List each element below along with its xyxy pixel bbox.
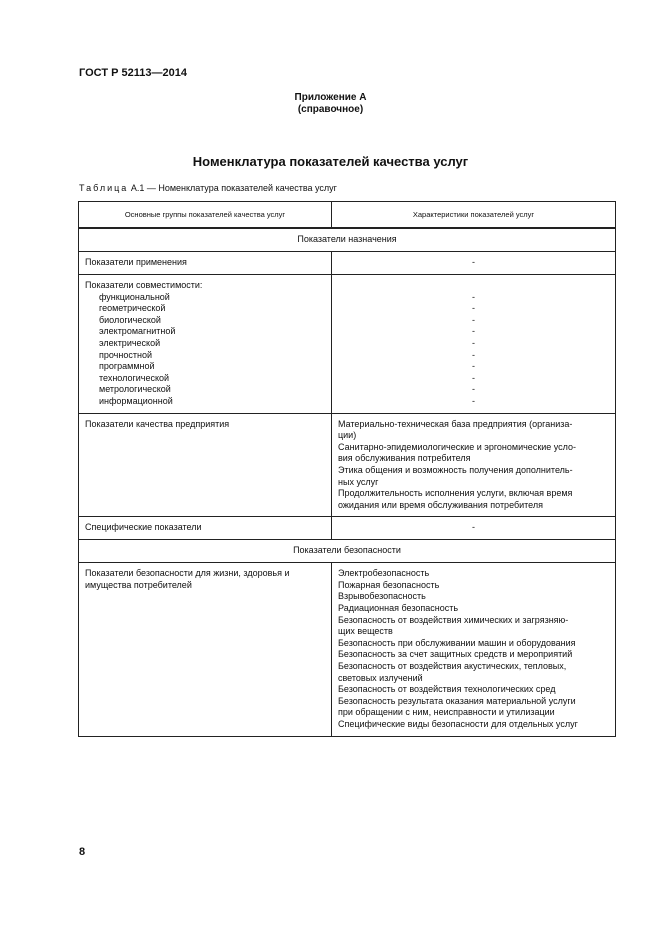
safety-line: Радиационная безопасность — [338, 603, 459, 614]
table-row — [79, 275, 616, 414]
row-compatibility-values — [332, 275, 616, 414]
section-row — [79, 540, 616, 563]
table-row — [79, 517, 616, 540]
list-item: биологической — [99, 314, 161, 325]
safety-line: Пожарная безопасность — [338, 579, 440, 590]
list-item: - — [472, 326, 475, 337]
safety-line: Безопасность от воздействия акустических, тепловых, — [338, 661, 567, 672]
page-number: 8 — [79, 846, 86, 858]
header-groups: Основные группы показателей качества услуг — [79, 202, 332, 229]
safety-line: Специфические виды безопасности для отдельных услуг — [338, 719, 578, 729]
enterprise-line: Этика общения и возможность получения дополнитель- — [338, 464, 573, 475]
safety-line: Безопасность за счет защитных средств и мероприятий — [338, 649, 573, 660]
list-item: геометрической — [99, 303, 166, 314]
compatibility-values — [338, 292, 609, 408]
safety-line: световых излучений — [338, 672, 423, 683]
safety-line: при обращении с ним, неисправности и утилизации — [338, 707, 555, 718]
annex-title: Приложение А — [294, 92, 367, 103]
enterprise-line: Материально-техническая база предприятия (организа- — [338, 418, 573, 429]
nomenclature-table — [78, 201, 616, 737]
row-specific-name: Специфические показатели — [79, 517, 332, 540]
annex-type: (справочное) — [297, 104, 364, 115]
list-item: - — [472, 372, 475, 383]
list-item: - — [472, 337, 475, 348]
enterprise-line: вия обслуживания потребителя — [338, 453, 471, 464]
table-row — [79, 252, 616, 275]
list-item: - — [472, 291, 475, 302]
safety-name-line: Показатели безопасности для жизни, здоровья и — [85, 568, 290, 579]
row-enterprise-values — [332, 413, 616, 517]
enterprise-line: ожидания или время обслуживания потребителя — [338, 499, 544, 510]
compatibility-label: Показатели совместимости: — [85, 280, 203, 290]
row-enterprise-name: Показатели качества предприятия — [79, 413, 332, 517]
row-application-name: Показатели применения — [79, 252, 332, 275]
enterprise-line: ных услуг — [338, 476, 379, 487]
list-item: - — [472, 395, 475, 406]
enterprise-line: ции) — [338, 430, 357, 441]
list-item: - — [472, 361, 475, 372]
table-row — [79, 563, 616, 736]
section-row — [79, 228, 616, 252]
table-row — [79, 413, 616, 517]
safety-name-line: имущества потребителей — [85, 579, 192, 590]
compatibility-items — [85, 292, 325, 408]
table-caption-number: А.1 — Номенклатура показателей качества услуг — [130, 183, 337, 193]
annex-heading — [0, 92, 661, 116]
document-title: Номенклатура показателей качества услуг — [192, 154, 469, 169]
safety-line: Безопасность от воздействия технологических сред — [338, 684, 556, 695]
list-item: - — [472, 314, 475, 325]
table-caption-label: Таблица — [79, 183, 129, 193]
list-item: технологической — [99, 372, 170, 383]
enterprise-line: Продолжительность исполнения услуги, включая время — [338, 488, 573, 499]
safety-line: Безопасность от воздействия химических и загрязняю- — [338, 614, 569, 625]
row-application-value: - — [332, 252, 616, 275]
safety-line: Взрывобезопасность — [338, 591, 426, 602]
safety-line: Электробезопасность — [338, 568, 430, 579]
section-purpose: Показатели назначения — [79, 228, 616, 252]
table-header-row — [79, 202, 616, 229]
row-specific-value: - — [332, 517, 616, 540]
list-item: - — [472, 303, 475, 314]
list-item: прочностной — [99, 349, 152, 360]
list-item: - — [472, 349, 475, 360]
enterprise-line: Санитарно-эпидемиологические и эргономические усло- — [338, 441, 577, 452]
list-item: функциональной — [99, 291, 170, 302]
list-item: программной — [99, 361, 155, 372]
safety-line: щих веществ — [338, 626, 393, 637]
row-safety-name — [79, 563, 332, 736]
list-item: - — [472, 384, 475, 395]
list-item: информационной — [99, 395, 173, 406]
section-safety: Показатели безопасности — [79, 540, 616, 563]
safety-line: Безопасность при обслуживании машин и оборудования — [338, 637, 576, 648]
row-safety-values — [332, 563, 616, 736]
row-compatibility-name — [79, 275, 332, 414]
list-item: электрической — [99, 337, 161, 348]
table-caption — [79, 183, 337, 193]
header-characteristics: Характеристики показателей услуг — [332, 202, 616, 229]
list-item: электромагнитной — [99, 326, 176, 337]
safety-line: Безопасность результата оказания материальной услуги — [338, 695, 576, 706]
list-item: метрологической — [99, 384, 171, 395]
standard-number: ГОСТ Р 52113—2014 — [79, 67, 187, 79]
